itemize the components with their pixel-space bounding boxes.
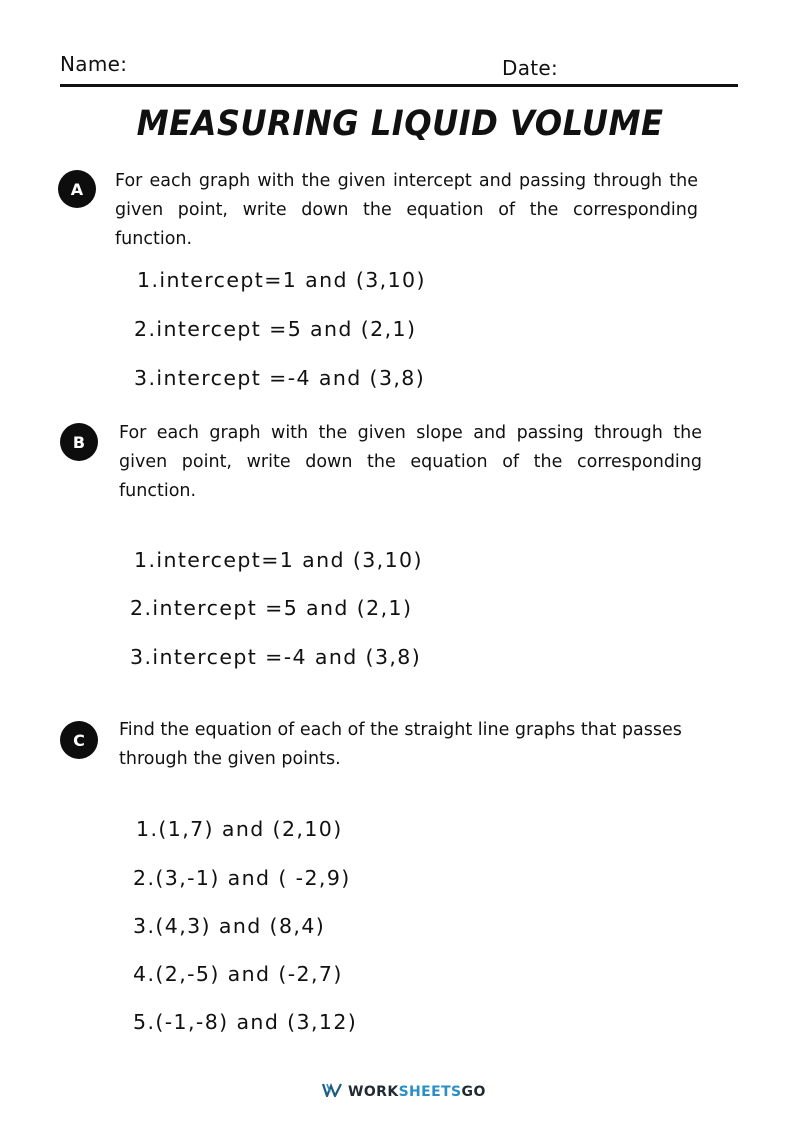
worksheetsgo-logo [322, 1082, 486, 1101]
section-c-item-4: 4.(2,-5) and (-2,7) [133, 962, 343, 986]
section-b-item-2: 2.intercept =5 and (2,1) [130, 596, 413, 620]
section-c-item-2: 2.(3,-1) and ( -2,9) [133, 866, 351, 890]
logo-text-sheets: SHEETS [398, 1083, 462, 1100]
page-title: MEASURING LIQUID VOLUME [136, 104, 664, 144]
name-label: Name: [60, 52, 128, 76]
date-label: Date: [502, 56, 559, 80]
section-c-item-1: 1.(1,7) and (2,10) [136, 817, 343, 841]
logo-text-work: WORK [348, 1083, 399, 1100]
worksheetsgo-w-icon [322, 1082, 342, 1101]
section-c-badge: C [60, 721, 98, 759]
section-b-instructions: For each graph with the given slope and passing through the given point, write down the equation of the corresponding function. [119, 423, 702, 501]
section-a-item-3: 3.intercept =-4 and (3,8) [134, 366, 426, 390]
section-c-item-3: 3.(4,3) and (8,4) [133, 914, 326, 938]
header-divider [60, 84, 738, 87]
section-a-item-2: 2.intercept =5 and (2,1) [134, 317, 417, 341]
section-b-badge: B [60, 423, 98, 461]
section-b-item-1: 1.intercept=1 and (3,10) [134, 548, 423, 572]
logo-text [348, 1084, 486, 1100]
header-row [60, 52, 738, 86]
section-b-item-3: 3.intercept =-4 and (3,8) [130, 645, 422, 669]
section-a-badge: A [58, 170, 96, 208]
logo-text-go: GO [461, 1083, 486, 1100]
section-c-item-5: 5.(-1,-8) and (3,12) [133, 1010, 358, 1034]
section-a-item-1: 1.intercept=1 and (3,10) [137, 268, 426, 292]
section-c-instructions: Find the equation of each of the straight line graphs that passes through the given points. [119, 720, 682, 769]
section-a-instructions: For each graph with the given intercept and passing through the given point, write down the equation of the corresponding function. [115, 171, 698, 249]
